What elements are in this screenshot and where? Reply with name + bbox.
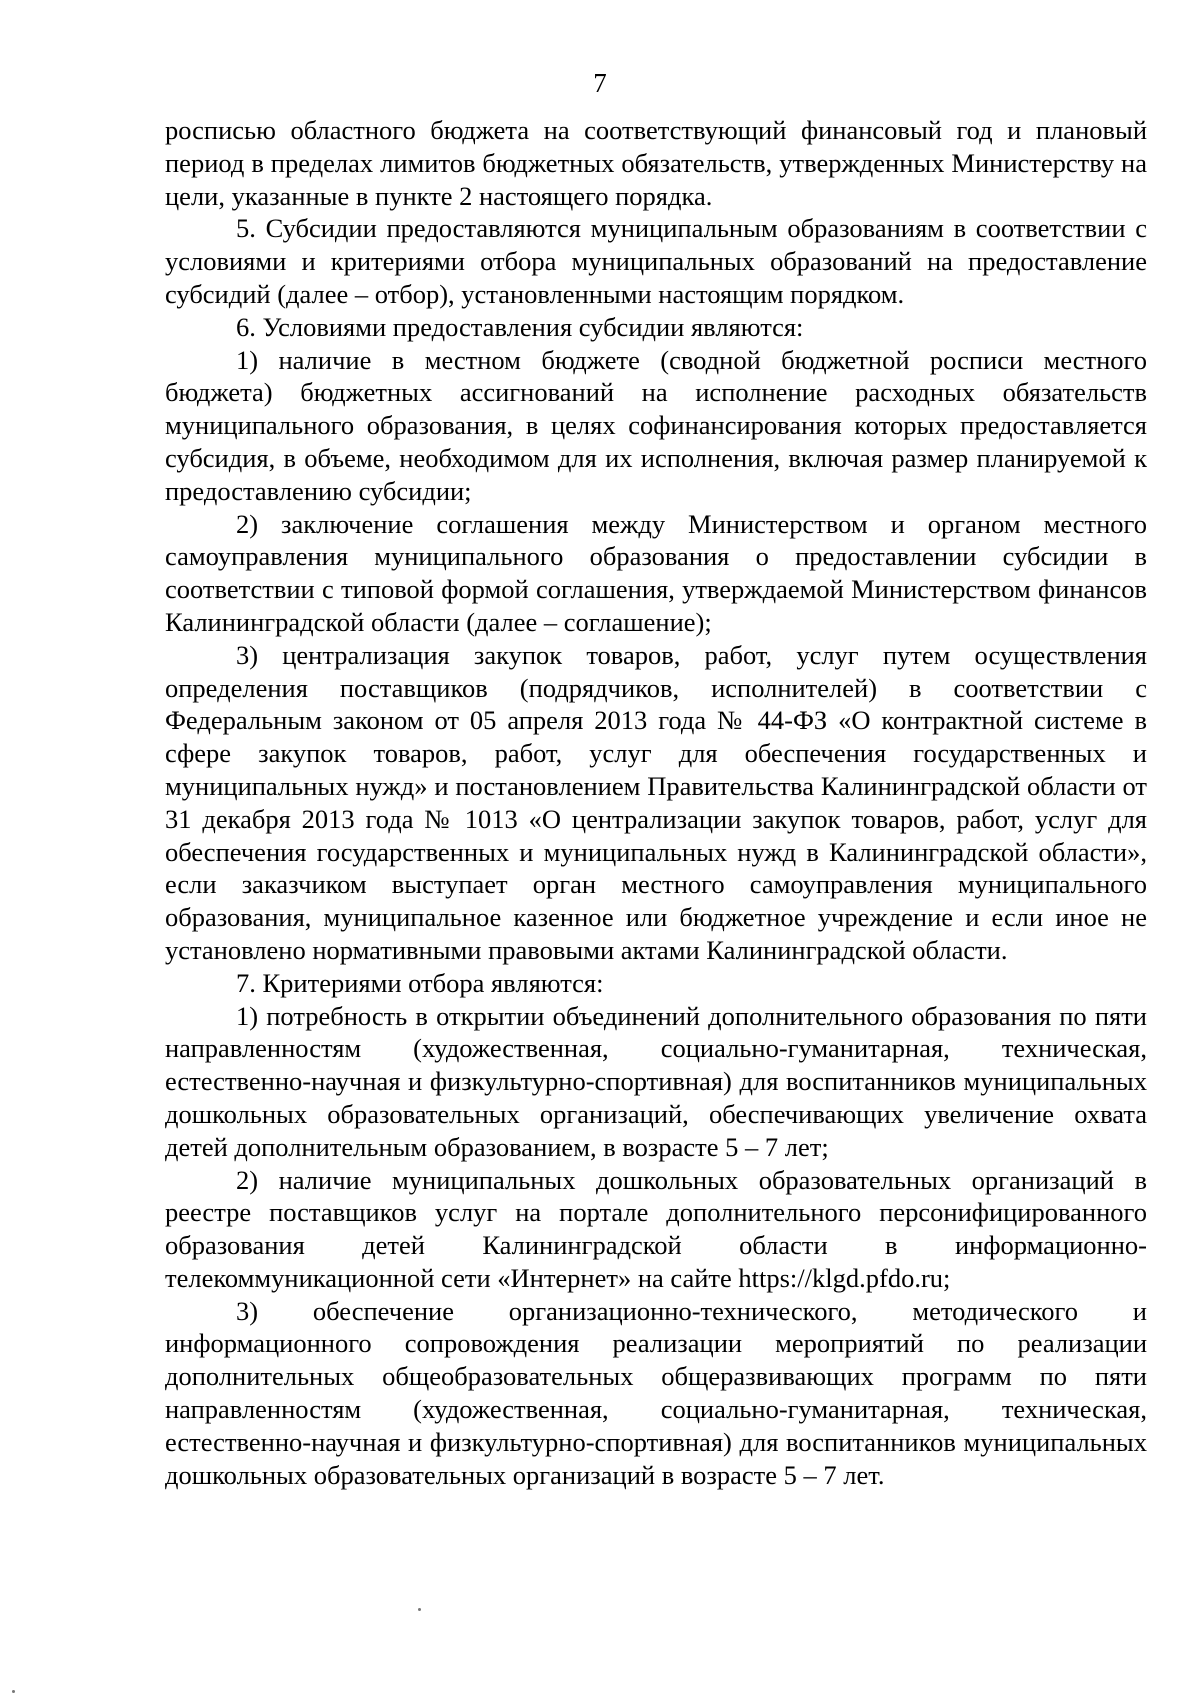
paragraph-text: 2) наличие муниципальных дошкольных образовательных организаций в реестре поставщиков услуг на портале дополнительного персонифицированного образования детей Калининградской области в информационно-телекоммуникационной сети «Интернет» на сайте https://klgd.pfdo.ru; bbox=[165, 1164, 1147, 1293]
paragraph-text: 3) обеспечение организационно-технического, методического и информационного сопровождения реализации мероприятий по реализации дополнительных общеобразовательных общеразвивающих программ по пяти направленностям (художественная, социально-гуманитарная, техническая, естественно-научная и физкультурно-спортивная) для воспитанников муниципальных дошкольных образовательных организаций в возрасте 5 – 7 лет. bbox=[165, 1295, 1147, 1490]
paragraph-item-6 bbox=[165, 311, 1147, 344]
paragraph-text: 2) заключение соглашения между Министерством и органом местного самоуправления муниципального образования о предоставлении субсидии в соответствии с типовой формой соглашения, утверждаемой Министерством финансов Калининградской области (далее – соглашение); bbox=[165, 508, 1147, 637]
paragraph-text: 5. Субсидии предоставляются муниципальным образованиям в соответствии с условиями и критериями отбора муниципальных образований на предоставление субсидий (далее – отбор), установленными настоящим порядком. bbox=[165, 213, 1147, 309]
scan-speck bbox=[418, 1608, 421, 1611]
paragraph-subitem-7-3 bbox=[165, 1295, 1147, 1492]
paragraph-subitem-6-3 bbox=[165, 639, 1147, 967]
scan-speck bbox=[12, 1690, 15, 1693]
paragraph-subitem-6-1 bbox=[165, 344, 1147, 508]
paragraph-text: росписью областного бюджета на соответствующий финансовый год и плановый период в пределах лимитов бюджетных обязательств, утвержденных Министерству на цели, указанные в пункте 2 настоящего порядка. bbox=[165, 115, 1147, 211]
page-number: 7 bbox=[593, 68, 607, 98]
document-body bbox=[165, 114, 1147, 1491]
paragraph-item-5 bbox=[165, 212, 1147, 310]
paragraph-text: 6. Условиями предоставления субсидии являются: bbox=[236, 311, 804, 342]
paragraph-text: 3) централизация закупок товаров, работ, услуг путем осуществления определения поставщиков (подрядчиков, исполнителей) в соответствии с Федеральным законом от 05 апреля 2013 года № 44-ФЗ «О контрактной системе в сфере закупок товаров, работ, услуг для обеспечения государственных и муниципальных нужд» и постановлением Правительства Калининградской области от 31 декабря 2013 года № 1013 «О централизации закупок товаров, работ, услуг для обеспечения государственных и муниципальных нужд в Калининградской области», если заказчиком выступает орган местного самоуправления муниципального образования, муниципальное казенное или бюджетное учреждение и если иное не установлено нормативными правовыми актами Калининградской области. bbox=[165, 639, 1147, 965]
paragraph-text: 1) потребность в открытии объединений дополнительного образования по пяти направленностям (художественная, социально-гуманитарная, техническая, естественно-научная и физкультурно-спортивная) для воспитанников муниципальных дошкольных образовательных организаций, обеспечивающих увеличение охвата детей дополнительным образованием, в возрасте 5 – 7 лет; bbox=[165, 1000, 1147, 1162]
paragraph-subitem-6-2 bbox=[165, 508, 1147, 639]
paragraph-continuation bbox=[165, 114, 1147, 212]
paragraph-text: 1) наличие в местном бюджете (сводной бюджетной росписи местного бюджета) бюджетных ассигнований на исполнение расходных обязательств муниципального образования, в целях софинансирования которых предоставляется субсидия, в объеме, необходимом для их исполнения, включая размер планируемой к предоставлению субсидии; bbox=[165, 344, 1147, 506]
paragraph-subitem-7-2 bbox=[165, 1164, 1147, 1295]
paragraph-text: 7. Критериями отбора являются: bbox=[236, 967, 604, 998]
paragraph-item-7 bbox=[165, 967, 1147, 1000]
paragraph-subitem-7-1 bbox=[165, 1000, 1147, 1164]
